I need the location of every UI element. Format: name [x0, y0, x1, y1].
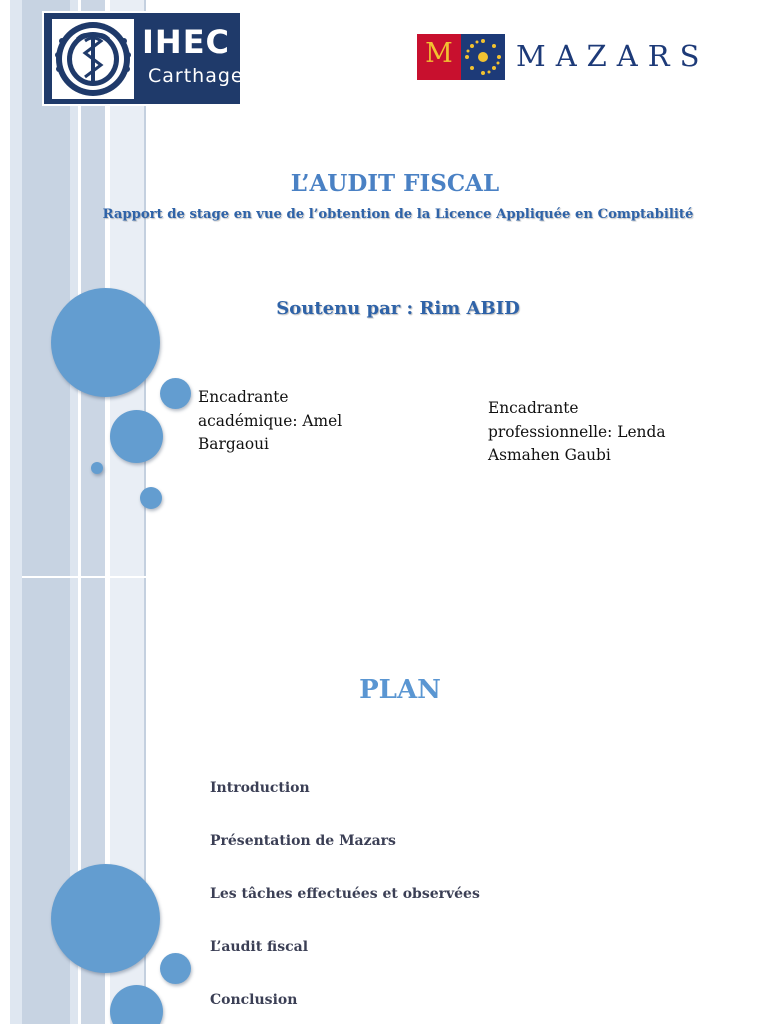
decor-stripe — [10, 0, 22, 1024]
professional-supervisor-line: professionnelle: Lenda — [488, 422, 666, 441]
decor-circle — [51, 864, 160, 973]
professional-supervisor-line: Asmahen Gaubi — [488, 446, 611, 464]
mazars-name: MAZARS — [516, 39, 710, 73]
ihec-logo — [42, 11, 242, 106]
plan-heading: PLAN — [359, 675, 441, 705]
report-subtitle: Rapport de stage en vue de l’obtention de la Licence Appliquée en Comptabilité — [102, 207, 694, 222]
decor-stripe — [144, 0, 146, 1024]
decor-circle — [110, 410, 163, 463]
academic-supervisor — [198, 386, 378, 457]
professional-supervisor — [488, 397, 688, 468]
decor-stripe — [22, 0, 70, 1024]
decor-circle — [160, 953, 191, 984]
academic-supervisor-line: Encadrante — [198, 388, 289, 406]
academic-supervisor-line: académique: Amel — [198, 411, 343, 430]
mazars-logo — [416, 31, 712, 83]
ihec-subname: Carthage — [148, 65, 244, 87]
plan-item: Introduction — [210, 780, 310, 796]
author-line: Soutenu par : Rim ABID — [276, 298, 520, 319]
decor-circle — [140, 487, 162, 509]
academic-supervisor-line: Bargaoui — [198, 435, 269, 453]
decor-circle — [51, 288, 160, 397]
plan-item: Conclusion — [210, 992, 298, 1008]
decor-circle — [110, 985, 163, 1024]
decor-circle — [91, 462, 103, 474]
plan-item: Présentation de Mazars — [210, 833, 396, 849]
plan-list — [210, 778, 480, 1024]
mazars-letter: M — [425, 38, 453, 69]
report-title: L’AUDIT FISCAL — [290, 170, 500, 197]
ihec-name: IHEC — [142, 23, 231, 61]
decor-stripe — [70, 0, 78, 1024]
plan-item: L’audit fiscal — [210, 939, 309, 955]
decor-line — [22, 576, 146, 578]
decor-circle — [160, 378, 191, 409]
plan-item: Les tâches effectuées et observées — [210, 886, 480, 902]
professional-supervisor-line: Encadrante — [488, 399, 579, 417]
